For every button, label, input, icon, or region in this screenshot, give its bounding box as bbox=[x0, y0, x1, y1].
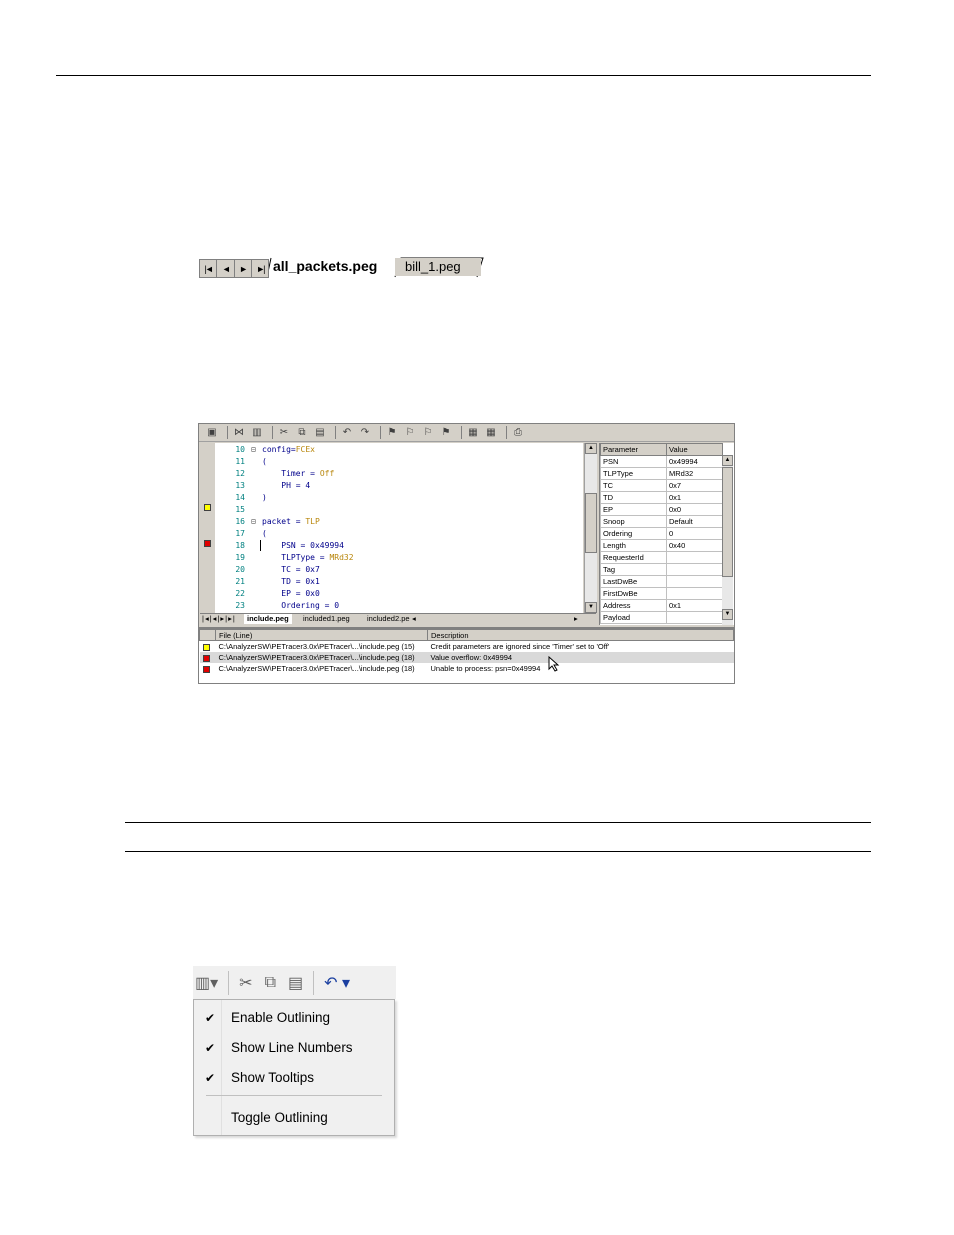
properties-row[interactable] bbox=[601, 528, 723, 540]
line-number: 14 bbox=[235, 493, 245, 502]
line-number: 13 bbox=[235, 481, 245, 490]
output-file: C:\AnalyzerSW\PETracer3.0x\PETracer\...\include.peg (15) bbox=[218, 642, 415, 651]
menu-toolbar bbox=[193, 966, 396, 999]
line-number: 12 bbox=[235, 469, 245, 478]
checkmark-icon: ✔ bbox=[204, 1071, 216, 1085]
file-tab-scroll-left-icon[interactable]: ◂ bbox=[412, 614, 416, 623]
find-icon[interactable]: ▦ bbox=[468, 426, 478, 438]
property-name: FirstDwBe bbox=[601, 588, 667, 600]
output-row[interactable] bbox=[200, 652, 734, 663]
properties-row[interactable] bbox=[601, 576, 723, 588]
property-value[interactable]: 0 bbox=[667, 528, 723, 540]
property-name: RequesterId bbox=[601, 552, 667, 564]
property-value[interactable] bbox=[667, 552, 723, 564]
menu-item-label: Toggle Outlining bbox=[231, 1110, 328, 1125]
menu-item-enable-outlining[interactable] bbox=[194, 1005, 394, 1031]
scroll-down-icon[interactable]: ▼ bbox=[585, 602, 597, 613]
code-vertical-scrollbar[interactable] bbox=[584, 443, 597, 613]
code-text: EP = 0x0 bbox=[281, 589, 320, 598]
property-name: EP bbox=[601, 504, 667, 516]
scroll-up-icon[interactable]: ▲ bbox=[722, 455, 733, 466]
checkmark-icon: ✔ bbox=[204, 1011, 216, 1025]
prev-tab-button[interactable]: ◄ bbox=[217, 260, 234, 277]
menu-item-show-tooltips[interactable] bbox=[194, 1065, 394, 1091]
property-value[interactable]: 0x7 bbox=[667, 480, 723, 492]
toolbar-separator bbox=[506, 426, 507, 439]
cut-icon[interactable]: ✂ bbox=[239, 974, 253, 992]
print-icon[interactable]: ⎙ bbox=[514, 426, 522, 438]
file-tab-scroll-right-icon[interactable]: ▸ bbox=[574, 614, 578, 623]
code-text: TLPType = MRd32 bbox=[281, 553, 354, 562]
code-text: TC = 0x7 bbox=[281, 565, 320, 574]
undo-icon[interactable]: ↶ ▾ bbox=[324, 974, 351, 992]
copy-icon[interactable]: ⧉ bbox=[298, 426, 306, 438]
toolbar-separator bbox=[380, 426, 381, 439]
text-caret bbox=[260, 540, 261, 551]
property-value[interactable]: 0x0 bbox=[667, 504, 723, 516]
code-text: config=FCEx bbox=[262, 445, 315, 454]
code-text: ) bbox=[262, 493, 267, 502]
options-dropdown-icon[interactable]: ▥▾ bbox=[195, 974, 219, 992]
property-value[interactable] bbox=[667, 612, 723, 624]
code-text: packet = TLP bbox=[262, 517, 320, 526]
toolbar-separator bbox=[272, 426, 273, 439]
code-text: ( bbox=[262, 457, 267, 466]
properties-row[interactable] bbox=[601, 612, 723, 624]
header-rule bbox=[56, 75, 871, 76]
toolbar-separator bbox=[461, 426, 462, 439]
error-marker bbox=[203, 655, 210, 662]
code-text: TD = 0x1 bbox=[281, 577, 320, 586]
scroll-up-icon[interactable]: ▲ bbox=[585, 443, 597, 454]
properties-row[interactable] bbox=[601, 468, 723, 480]
save-icon[interactable]: ▣ bbox=[207, 426, 217, 438]
output-header-description: Description bbox=[428, 630, 734, 641]
bookmark-next-icon[interactable]: ⚐ bbox=[405, 426, 415, 438]
property-value[interactable] bbox=[667, 564, 723, 576]
scrollbar-thumb[interactable] bbox=[585, 493, 597, 553]
code-text: ( bbox=[262, 529, 267, 538]
file-tab-nav[interactable]: |◂|◂|▸|▸| bbox=[202, 614, 236, 623]
warning-marker bbox=[203, 644, 210, 651]
mouse-pointer-icon bbox=[548, 656, 560, 672]
output-row[interactable] bbox=[200, 641, 734, 653]
first-tab-button[interactable]: |◄ bbox=[200, 260, 217, 277]
file-tab-include[interactable]: include.peg bbox=[244, 614, 292, 624]
bookmark-prev-icon[interactable]: ⚐ bbox=[423, 426, 433, 438]
toolbar-separator bbox=[228, 971, 229, 995]
properties-header-value: Value bbox=[667, 444, 723, 456]
line-number: 19 bbox=[235, 553, 245, 562]
replace-icon[interactable]: ▦ bbox=[486, 426, 496, 438]
properties-header-parameter: Parameter bbox=[601, 444, 667, 456]
code-text: PH = 4 bbox=[281, 481, 311, 490]
toolbar-separator bbox=[313, 971, 314, 995]
note-bottom-rule bbox=[125, 851, 871, 852]
checkmark-icon: ✔ bbox=[204, 1041, 216, 1055]
output-marker-cell bbox=[200, 641, 216, 653]
output-file: C:\AnalyzerSW\PETracer3.0x\PETracer\...\include.peg (18) bbox=[218, 664, 415, 673]
menu-item-label: Show Line Numbers bbox=[231, 1040, 353, 1055]
paste-icon[interactable]: ▤ bbox=[315, 426, 325, 438]
bookmark-clear-icon[interactable]: ⚑ bbox=[441, 426, 451, 438]
property-value[interactable]: Default bbox=[667, 516, 723, 528]
paste-icon[interactable]: ▤ bbox=[288, 974, 304, 992]
cut-icon[interactable]: ✂ bbox=[279, 426, 289, 438]
property-name: PSN bbox=[601, 456, 667, 468]
next-tab-button[interactable]: ► bbox=[235, 260, 252, 277]
property-name: TD bbox=[601, 492, 667, 504]
file-tab-included1[interactable]: included1.peg bbox=[303, 614, 350, 623]
file-tabs bbox=[200, 613, 596, 625]
properties-row[interactable] bbox=[601, 540, 723, 552]
properties-scrollbar[interactable] bbox=[722, 455, 733, 625]
property-name: LastDwBe bbox=[601, 576, 667, 588]
property-value[interactable]: 0x1 bbox=[667, 600, 723, 612]
copy-icon[interactable]: ⧉ bbox=[264, 973, 276, 991]
code-text: Ordering = 0 bbox=[281, 601, 340, 610]
editor-options-menu-figure bbox=[193, 966, 396, 1136]
line-number: 18 bbox=[235, 541, 245, 550]
scroll-down-icon[interactable]: ▼ bbox=[722, 609, 733, 620]
properties-row[interactable] bbox=[601, 564, 723, 576]
tab-all-packets[interactable]: all_packets.peg bbox=[273, 258, 378, 274]
code-text: Timer = Off bbox=[281, 469, 335, 478]
properties-row[interactable] bbox=[601, 516, 723, 528]
tab-nav-buttons bbox=[199, 259, 269, 278]
line-number: 11 bbox=[235, 457, 245, 466]
packet-properties-panel bbox=[599, 443, 735, 625]
note-top-rule bbox=[125, 822, 871, 823]
undo-icon[interactable]: ↶ bbox=[342, 426, 352, 438]
output-row[interactable] bbox=[200, 663, 734, 674]
options-icon[interactable]: ▥ bbox=[252, 426, 262, 438]
property-value[interactable] bbox=[667, 588, 723, 600]
line-number: 10 bbox=[235, 445, 245, 454]
properties-row[interactable] bbox=[601, 552, 723, 564]
properties-row[interactable] bbox=[601, 492, 723, 504]
property-name: Address bbox=[601, 600, 667, 612]
output-description: Unable to process: psn=0x49994 bbox=[430, 664, 541, 673]
file-tab-strip bbox=[199, 257, 485, 278]
properties-row[interactable] bbox=[601, 456, 723, 468]
menu-item-label: Show Tooltips bbox=[231, 1070, 315, 1085]
scrollbar-thumb[interactable] bbox=[722, 467, 733, 577]
property-name: Tag bbox=[601, 564, 667, 576]
marker-gutter bbox=[200, 443, 214, 613]
tab-bill-1[interactable]: bill_1.peg bbox=[395, 258, 481, 276]
output-file: C:\AnalyzerSW\PETracer3.0x\PETracer\...\include.peg (18) bbox=[216, 652, 428, 663]
property-value[interactable]: 0x40 bbox=[667, 540, 723, 552]
property-value[interactable]: 0x1 bbox=[667, 492, 723, 504]
property-name: Snoop bbox=[601, 516, 667, 528]
error-marker bbox=[203, 666, 210, 673]
line-number: 23 bbox=[235, 601, 245, 610]
output-panel bbox=[199, 627, 734, 684]
property-name: TLPType bbox=[601, 468, 667, 480]
fold-toggle-icon[interactable]: ⊟ bbox=[251, 517, 256, 526]
line-number: 15 bbox=[235, 505, 245, 514]
line-number: 20 bbox=[235, 565, 245, 574]
properties-row[interactable] bbox=[601, 480, 723, 492]
output-marker-cell bbox=[200, 652, 216, 663]
code-text: PSN = 0x49994 bbox=[281, 541, 344, 550]
output-description: Credit parameters are ignored since 'Timer' set to 'Off' bbox=[430, 642, 610, 651]
line-number: 17 bbox=[235, 529, 245, 538]
property-name: TC bbox=[601, 480, 667, 492]
fold-toggle-icon[interactable]: ⊟ bbox=[251, 445, 256, 454]
editor-toolbar bbox=[199, 424, 734, 442]
menu-item-show-line-numbers[interactable] bbox=[194, 1035, 394, 1061]
menu-separator bbox=[206, 1095, 382, 1096]
menu-item-label: Enable Outlining bbox=[231, 1010, 331, 1025]
output-description: Value overflow: 0x49994 bbox=[428, 652, 734, 663]
last-tab-button[interactable]: ►| bbox=[256, 263, 264, 274]
toolbar-separator bbox=[335, 426, 336, 439]
property-value[interactable] bbox=[667, 576, 723, 588]
warning-marker bbox=[204, 504, 211, 511]
bookmark-toggle-icon[interactable]: ⚑ bbox=[387, 426, 397, 438]
properties-row[interactable] bbox=[601, 588, 723, 600]
toolbar-separator bbox=[227, 426, 228, 439]
toggle-view-icon[interactable]: ⋈ bbox=[234, 426, 244, 438]
output-header-file: File (Line) bbox=[216, 630, 428, 641]
output-marker-cell bbox=[200, 663, 216, 674]
redo-icon[interactable]: ↷ bbox=[360, 426, 370, 438]
code-area[interactable] bbox=[215, 443, 583, 613]
file-tab-included2[interactable]: included2.pe bbox=[367, 614, 410, 623]
script-editor-window bbox=[198, 423, 735, 684]
properties-row[interactable] bbox=[601, 600, 723, 612]
property-value[interactable]: 0x49994 bbox=[667, 456, 723, 468]
output-table bbox=[199, 629, 734, 674]
properties-table bbox=[600, 443, 723, 624]
line-number: 21 bbox=[235, 577, 245, 586]
output-header-marker bbox=[200, 630, 216, 641]
property-name: Ordering bbox=[601, 528, 667, 540]
options-dropdown-menu bbox=[193, 999, 395, 1136]
line-number: 16 bbox=[235, 517, 245, 526]
property-name: Length bbox=[601, 540, 667, 552]
properties-row[interactable] bbox=[601, 504, 723, 516]
property-name: Payload bbox=[601, 612, 667, 624]
error-marker bbox=[204, 540, 211, 547]
line-number: 22 bbox=[235, 589, 245, 598]
menu-item-toggle-outlining[interactable] bbox=[194, 1105, 394, 1131]
property-value[interactable]: MRd32 bbox=[667, 468, 723, 480]
